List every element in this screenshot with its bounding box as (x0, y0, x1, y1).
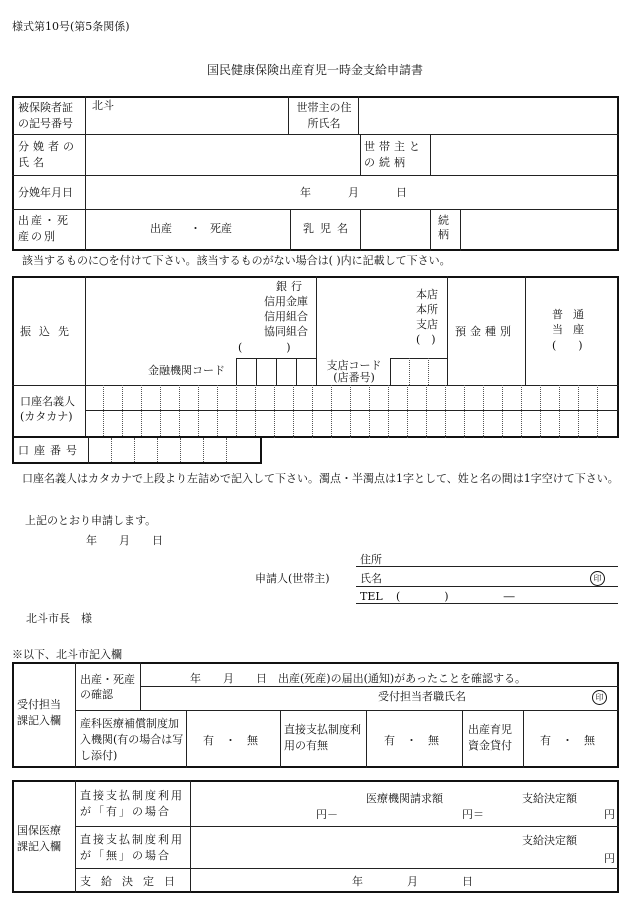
birth-death-label: 出産・死産の別 (18, 214, 70, 243)
branch-type-2[interactable]: 本所 (416, 303, 438, 316)
householder-address-label: 世帯主の住所氏名 (296, 101, 352, 130)
bank-type-4[interactable]: 協同組合 (264, 325, 308, 338)
birth-option[interactable]: 出産 (150, 222, 172, 235)
bank-code-label: 金融機関コード (148, 364, 225, 377)
birth-date-label: 分娩年月日 (18, 186, 73, 199)
branch-code-label: 支店コード(店番号) (326, 359, 382, 384)
yen-total-2: 円 (604, 852, 615, 865)
account-holder-label: 口座名義人(カタカナ) (20, 395, 75, 423)
insurance-label: 産科医療補償制度加入機関(有の場合は写し添付) (80, 717, 184, 762)
transfer-label: 振込先 (20, 325, 77, 338)
name-label: 氏名 (360, 572, 382, 585)
tel-label: TEL (360, 590, 383, 603)
insured-number-value[interactable]: 北斗 (92, 99, 114, 112)
direct-pay-yes-no[interactable]: 有 ・ 無 (384, 734, 439, 747)
decision-label-2: 支給決定額 (522, 834, 577, 847)
loan-yes-no[interactable]: 有 ・ 無 (540, 734, 595, 747)
direct-no-label: 直接支払制度利用が「無」の場合 (80, 833, 184, 862)
form-title: 国民健康保険出産育児一時金支給申請書 (206, 63, 423, 77)
insured-number-label: 被保険者証の記号番号 (18, 101, 73, 130)
seal-mark: 印 (590, 571, 605, 586)
address-label: 住所 (360, 553, 382, 566)
birth-date-day: 日 (396, 186, 407, 199)
infant-name-label: 乳児名 (303, 222, 354, 235)
birth-date-year: 年 (300, 186, 311, 199)
addressee: 北斗市長 様 (26, 612, 92, 625)
applicant-label: 申請人(世帯主) (255, 572, 330, 585)
insurance-yes-no[interactable]: 有 ・ 無 (203, 734, 258, 747)
option-separator: ・ (190, 222, 201, 235)
direct-pay-label: 直接支払制度利用の有無 (284, 723, 361, 752)
form-number: 様式第10号(第5条関係) (12, 20, 130, 33)
relation-to-householder-label: 世帯主との続柄 (364, 140, 424, 169)
claim-label: 医療機関請求額 (366, 792, 443, 805)
loan-label: 出産育児資金貸付 (468, 723, 512, 752)
staff-label: 受付担当者職氏名 (378, 690, 466, 703)
bank-type-2[interactable]: 信用金庫 (264, 295, 308, 308)
direct-yes-label: 直接支払制度利用が「有」の場合 (80, 789, 184, 818)
note-kana-instruction: 口座名義人はカタカナで上段より左詰めで記入して下さい。濁点・半濁点は1字として、姓と名の間は1字空けて下さい。 (22, 472, 619, 485)
birth-person-label: 分娩者の氏名 (18, 140, 78, 169)
tel-format[interactable]: ( ) ― (396, 590, 515, 603)
application-date[interactable]: 年 月 日 (86, 534, 163, 547)
decision-label: 支給決定額 (522, 792, 577, 805)
decision-date-label: 支給決定日 (80, 875, 185, 888)
confirm-label: 出産・死産の確認 (80, 673, 135, 701)
birth-date-month: 月 (348, 186, 359, 199)
bank-type-3[interactable]: 信用組合 (264, 310, 308, 323)
relation-label: 続柄 (438, 214, 449, 241)
stillbirth-option[interactable]: 死産 (210, 222, 232, 235)
branch-other-paren[interactable]: ( ) (416, 333, 436, 346)
confirm-text: 年 月 日 出産(死産)の届出(通知)があったことを確認する。 (190, 672, 527, 685)
nhi-label: 国保医療課記入欄 (17, 824, 61, 853)
office-heading: ※以下、北斗市記入欄 (12, 648, 122, 661)
account-type-current[interactable]: 当座 (552, 323, 594, 336)
decision-date[interactable]: 年 月 日 (352, 875, 473, 888)
branch-type-3[interactable]: 支店 (416, 318, 438, 331)
account-type-ordinary[interactable]: 普通 (552, 308, 594, 321)
bank-type-1[interactable]: 銀行 (276, 280, 306, 293)
yen-equal: 円＝ (462, 808, 484, 821)
account-type-label: 預金種別 (455, 325, 515, 338)
yen-total: 円 (604, 808, 615, 821)
account-type-paren[interactable]: ( ) (552, 339, 583, 352)
application-statement: 上記のとおり申請します。 (25, 514, 157, 527)
reception-label: 受付担当課記入欄 (17, 698, 61, 727)
staff-seal-mark: 印 (592, 690, 607, 705)
bank-other-paren[interactable]: ( ) (238, 341, 291, 354)
branch-type-1[interactable]: 本店 (416, 288, 438, 301)
note-circle-instruction: 該当するものに○を付けて下さい。該当するものがない場合は( )内に記載して下さい。 (22, 254, 451, 267)
account-number-label: 口座番号 (18, 444, 82, 457)
yen-minus: 円－ (316, 808, 338, 821)
